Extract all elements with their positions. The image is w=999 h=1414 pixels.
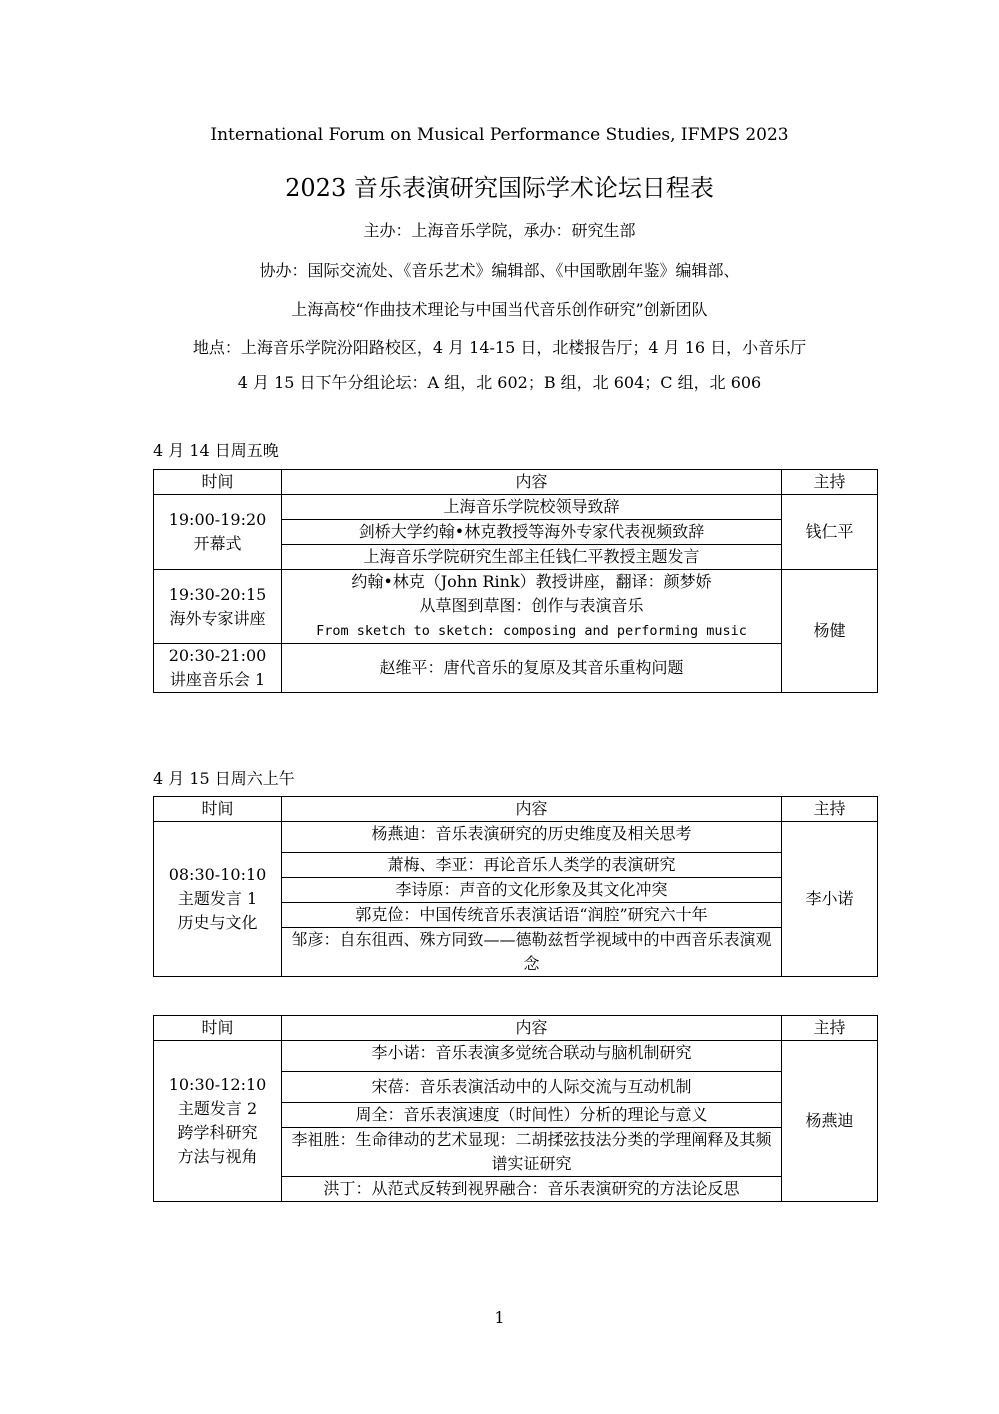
location-line: 地点：上海音乐学院汾阳路校区，4 月 14-15 日，北楼报告厅；4 月 16 日，小音乐厅 [192, 338, 807, 357]
lecture-title-en: From sketch to sketch: composing and performing music [316, 623, 747, 639]
lecture-title-cn: 从草图到草图：创作与表演音乐 [419, 596, 644, 615]
col-header-time: 时间 [154, 470, 282, 495]
content-item: 杨燕迪：音乐表演研究的历史维度及相关思考 [282, 822, 782, 853]
table-header-row [154, 1016, 878, 1041]
content-item: 宋蓓：音乐表演活动中的人际交流与互动机制 [282, 1072, 782, 1103]
content-item: 赵维平：唐代音乐的复原及其音乐重构问题 [282, 644, 782, 693]
title-chinese: 2023 音乐表演研究国际学术论坛日程表 [285, 174, 714, 202]
session-time-cell [154, 495, 282, 570]
co-organizer-line-2: 上海高校“作曲技术理论与中国当代音乐创作研究”创新团队 [291, 300, 708, 319]
content-item: 周全：音乐表演速度（时间性）分析的理论与意义 [282, 1103, 782, 1128]
session-time: 10:30-12:10 [168, 1075, 267, 1094]
day1-schedule-table [153, 469, 878, 693]
session-time-cell [154, 570, 282, 644]
col-header-host: 主持 [782, 797, 878, 822]
group-forum-line: 4 月 15 日下午分组论坛：A 组，北 602；B 组，北 604；C 组，北 606 [237, 373, 762, 392]
col-header-host: 主持 [782, 470, 878, 495]
organizer-line: 主办：上海音乐学院，承办：研究生部 [363, 221, 636, 240]
content-item: 李诗原：声音的文化形象及其文化冲突 [282, 878, 782, 903]
table-row [154, 495, 878, 520]
title-english: International Forum on Musical Performance Studies, IFMPS 2023 [210, 125, 789, 145]
table-header-row [154, 470, 878, 495]
host-cell: 李小诺 [782, 822, 878, 977]
content-item: 剑桥大学约翰•林克教授等海外专家代表视频致辞 [282, 520, 782, 545]
content-item [282, 570, 782, 644]
session-label: 讲座音乐会 1 [169, 670, 266, 689]
session-theme-2: 方法与视角 [177, 1147, 258, 1166]
day2-morning-table-1 [153, 796, 878, 977]
session-time-cell [154, 1041, 282, 1202]
session-time-cell [154, 822, 282, 977]
table-header-row [154, 797, 878, 822]
session-label: 主题发言 2 [177, 1099, 258, 1118]
content-item: 邹彦：自东徂西、殊方同致——德勒兹哲学视域中的中西音乐表演观念 [282, 928, 782, 977]
session-theme: 历史与文化 [177, 913, 258, 932]
session-time: 08:30-10:10 [168, 865, 267, 884]
session-time: 20:30-21:00 [168, 646, 267, 665]
table-row [154, 644, 878, 693]
table-row [154, 570, 878, 644]
session-label: 海外专家讲座 [169, 608, 266, 628]
host-cell: 杨健 [782, 570, 878, 693]
content-item: 洪丁：从范式反转到视界融合：音乐表演研究的方法论反思 [282, 1177, 782, 1202]
session-time-cell [154, 644, 282, 693]
col-header-host: 主持 [782, 1016, 878, 1041]
col-header-time: 时间 [154, 1016, 282, 1041]
content-item: 萧梅、李亚：再论音乐人类学的表演研究 [282, 853, 782, 878]
co-organizer-line-1: 协办：国际交流处、《音乐艺术》编辑部、《中国歌剧年鉴》编辑部、 [259, 261, 740, 280]
col-header-content: 内容 [282, 470, 782, 495]
host-cell: 钱仁平 [782, 495, 878, 570]
content-item: 郭克俭：中国传统音乐表演话语“润腔”研究六十年 [282, 903, 782, 928]
host-cell: 杨燕迪 [782, 1041, 878, 1202]
content-item: 上海音乐学院校领导致辞 [282, 495, 782, 520]
col-header-content: 内容 [282, 797, 782, 822]
day1-heading: 4 月 14 日周五晚 [153, 441, 279, 460]
table-row [154, 1041, 878, 1072]
day2-morning-table-2 [153, 1015, 878, 1202]
session-theme-1: 跨学科研究 [177, 1123, 258, 1142]
content-item: 李小诺：音乐表演多觉统合联动与脑机制研究 [282, 1041, 782, 1072]
lecture-line-1: 约翰•林克（John Rink）教授讲座，翻译：颜梦娇 [351, 572, 712, 591]
content-item: 李祖胜：生命律动的艺术显现：二胡揉弦技法分类的学理阐释及其频谱实证研究 [282, 1128, 782, 1177]
col-header-content: 内容 [282, 1016, 782, 1041]
table-row [154, 822, 878, 853]
session-time: 19:30-20:15 [168, 584, 267, 604]
day2-heading: 4 月 15 日周六上午 [153, 769, 295, 788]
session-time: 19:00-19:20 [168, 510, 267, 529]
content-item: 上海音乐学院研究生部主任钱仁平教授主题发言 [282, 545, 782, 570]
col-header-time: 时间 [154, 797, 282, 822]
session-label: 主题发言 1 [177, 889, 258, 908]
session-label: 开幕式 [193, 534, 242, 553]
page-number: 1 [494, 1308, 505, 1327]
